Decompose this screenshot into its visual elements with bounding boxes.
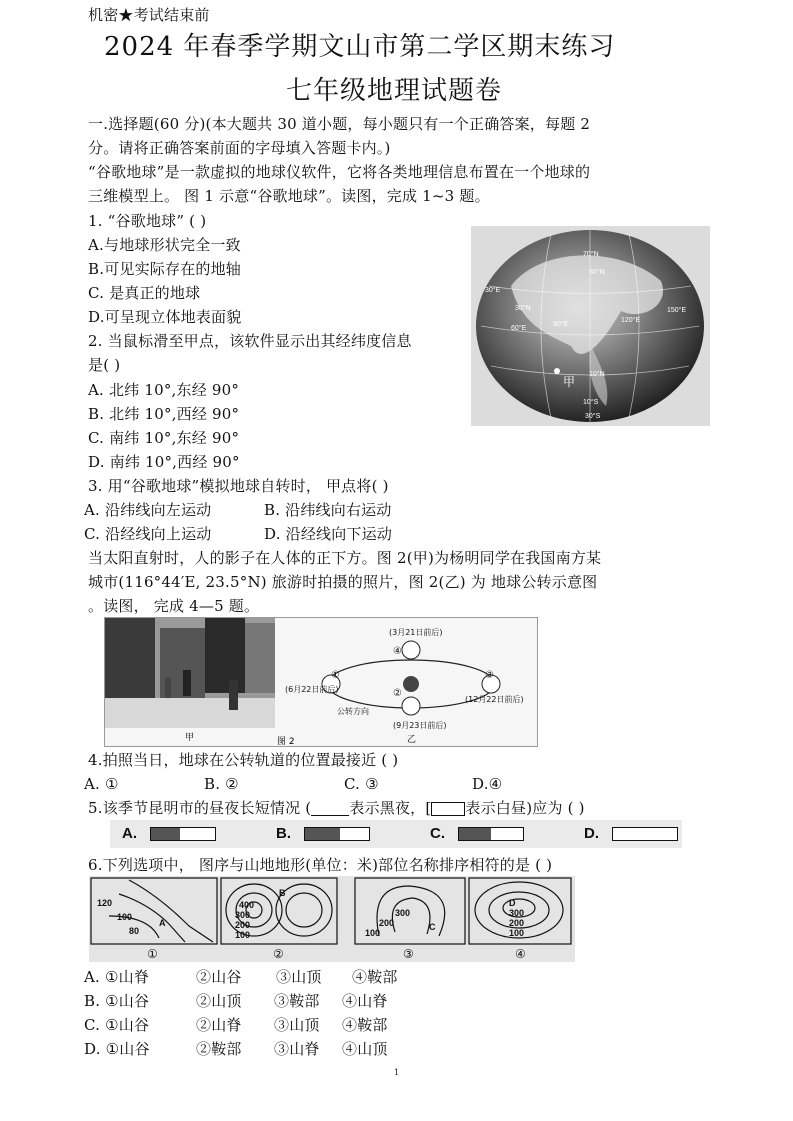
map-number: ③ [403,947,414,961]
intro2-line1: 当太阳直射时，人的影子在人体的正下方。图 2(甲)为杨明同学在我国南方某 [88,549,602,567]
date-label: (6月22日前后) [285,685,339,694]
figure-2-label-jia: 甲 [185,733,195,743]
q1-stem: 1. “谷歌地球” ( ) [88,212,207,230]
position-number: ④ [393,646,402,657]
night-legend-swatch [311,803,349,816]
contour-label: 300 [395,908,411,918]
contour-label: 100 [117,912,133,922]
q6-option-d-3: ③山脊 [274,1040,320,1058]
contour-label: 400 [239,900,255,910]
map-number: ① [147,947,158,961]
q6-option-d-2: ②鞍部 [196,1040,242,1058]
q6-option-b-1: B. ①山谷 [84,992,150,1010]
q5-option-b-label: B. [276,825,291,842]
intro2-line2: 城市(116°44′E, 23.5°N) 旅游时拍摄的照片，图 2(乙) 为 地球公转示意图 [88,573,598,591]
point-a-label: A [159,918,166,928]
point-jia-marker [554,368,560,374]
position-number: ② [393,688,402,699]
date-label: (12月22日前后) [465,695,524,704]
globe-label: 10°N [589,371,605,378]
q5-stem [88,799,585,817]
position-number: ① [331,670,340,681]
q1-option-b: B.可见实际存在的地轴 [88,260,241,278]
q6-option-b-2: ②山顶 [196,992,242,1010]
q5-stem-part-a: 5.该季节昆明市的昼夜长短情况 ( [88,799,312,817]
globe-label: 90°E [553,321,569,328]
contour-label: 100 [365,928,381,938]
q2-stem-line1: 2. 当鼠标滑至甲点，该软件显示出其经纬度信息 [88,332,412,350]
point-b-label: B [279,888,286,898]
page-number: 1 [394,1068,400,1077]
point-jia-label: 甲 [563,375,576,389]
globe-label: 120°E [621,317,641,324]
point-c-label: C [429,922,436,932]
q3-option-a: A. 沿纬线向左运动 [84,501,212,519]
contour-label: 300 [509,908,525,918]
globe-label: 30°E [485,287,501,294]
q5-option-d-label: D. [584,825,599,842]
page-title: 2024 年春季学期文山市第二学区期末练习 [104,32,616,62]
q2-option-d: D. 南纬 10°,西经 90° [88,453,240,471]
day-legend-swatch [431,802,465,816]
intro2-line3: 。读图， 完成 4—5 题。 [88,597,260,615]
intro-line1: “谷歌地球”是一款虚拟的地球仪软件，它将各类地理信息布置在一个地球的 [88,163,591,181]
globe-label: 10°S [583,399,599,406]
q6-option-c-4: ④鞍部 [342,1016,388,1034]
q3-option-d: D. 沿经线向下运动 [264,525,393,543]
confidential-mark: 机密★考试结束前 [88,6,210,24]
q4-stem: 4.拍照当日，地球在公转轨道的位置最接近 ( ) [88,751,399,769]
q5-option-d-bar [612,827,678,841]
figure-2-label-yi: 乙 [407,735,417,745]
q2-option-a: A. 北纬 10°,东经 90° [88,381,240,399]
q5-option-a-label: A. [122,825,137,842]
q1-option-a: A.与地球形状完全一致 [88,236,241,254]
q5-option-c-label: C. [430,825,445,842]
globe-label: 30°S [585,413,601,420]
globe-figure [471,226,710,426]
earth-position-2 [402,697,420,715]
contour-maps-image [89,876,575,962]
position-number: ③ [485,670,494,681]
contour-label: 100 [509,928,525,938]
map-number: ② [273,947,284,961]
q6-option-b-3: ③鞍部 [274,992,320,1010]
q5-options-strip [110,820,682,848]
q3-stem: 3. 用“谷歌地球”模拟地球自转时， 甲点将( ) [88,477,389,495]
q5-option-a-bar [150,827,216,841]
q6-option-a-4: ④鞍部 [352,968,398,986]
globe-image [471,226,710,426]
contour-label: 200 [509,918,525,928]
q5-stem-part-b: 表示黑夜，[ [349,799,432,817]
figure-2-caption: 图 2 [277,737,295,746]
globe-label: 70°N [583,251,599,258]
q3-option-b: B. 沿纬线向右运动 [264,501,392,519]
earth-position-4 [402,641,420,659]
section-heading-line1: 一.选择题(60 分)(本大题共 30 道小题，每小题只有一个正确答案，每题 2 [88,115,591,133]
globe-label: 30°N [515,305,531,312]
q6-stem: 6.下列选项中， 图序与山地地形(单位：米)部位名称排序相符的是 ( ) [88,856,553,874]
q5-option-c-bar [458,827,524,841]
contour-label: 80 [129,926,140,936]
intro-line2: 三维模型上。 图 1 示意“谷歌地球”。读图，完成 1~3 题。 [88,187,490,205]
q6-option-a-3: ③山顶 [276,968,322,986]
q5-option-b-bar [304,827,370,841]
q6-option-d-1: D. ①山谷 [84,1040,150,1058]
page-subtitle: 七年级地理试题卷 [286,76,503,106]
q3-option-c: C. 沿经线向上运动 [84,525,212,543]
contour-label: 100 [235,930,251,940]
q2-stem-line2: 是( ) [88,356,121,374]
contour-label: 200 [379,918,395,928]
q4-option-d: D.④ [472,775,503,793]
q1-option-d: D.可呈现立体地表面貌 [88,308,242,326]
q2-option-b: B. 北纬 10°,西经 90° [88,405,240,423]
date-label: (3月21日前后) [389,628,443,637]
q2-option-c: C. 南纬 10°,东经 90° [88,429,240,447]
map-number: ④ [515,947,526,961]
globe-label: 150°E [667,307,687,314]
q5-stem-part-c: 表示白昼)应为 ( ) [465,799,585,817]
contour-maps-figure [89,876,575,962]
q6-option-c-1: C. ①山谷 [84,1016,150,1034]
q6-option-a-1: A. ①山脊 [84,968,150,986]
point-d-label: D [509,898,516,908]
contour-label: 200 [235,920,251,930]
q6-option-d-4: ④山顶 [342,1040,388,1058]
q6-option-b-4: ④山脊 [342,992,388,1010]
globe-label: 60°E [511,325,527,332]
q6-option-c-3: ③山顶 [274,1016,320,1034]
figure-2 [104,617,538,747]
orbit-direction-label: 公转方向 [337,707,369,716]
section-heading-line2: 分。请将正确答案前面的字母填入答题卡内。) [88,139,391,157]
date-label: (9月23日前后) [393,721,447,730]
q6-option-a-2: ②山谷 [196,968,242,986]
q6-option-c-2: ②山脊 [196,1016,242,1034]
q4-option-c: C. ③ [344,775,379,793]
sun-icon [403,676,419,692]
q1-option-c: C. 是真正的地球 [88,284,201,302]
globe-label: 50°N [589,269,605,276]
q4-option-b: B. ② [204,775,239,793]
q4-option-a: A. ① [84,775,119,793]
contour-label: 120 [97,898,113,908]
figure-2-image [105,618,537,746]
contour-label: 300 [235,910,251,920]
